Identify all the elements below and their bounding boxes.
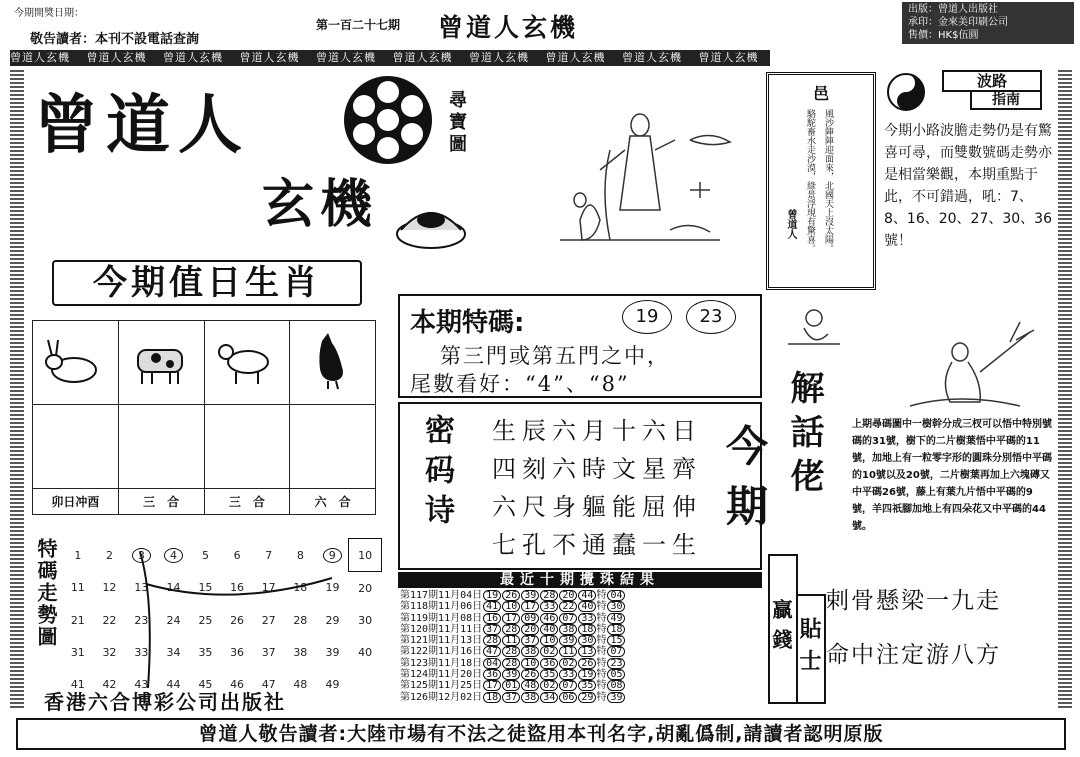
right-border-strip — [1058, 68, 1072, 708]
secret-poem-line: 生辰六月十六日 — [492, 417, 702, 445]
riddle-text: 上期尋碼圖中一樹幹分成三杈可以悟中特別號碼的31號，樹下的二片樹葉悟中平碼的11號，加地上有一粒零字形的圓珠分別悟中平碼的10號以及20號，二片樹葉再加上六塊磚又中平碼26號，藤上有葉九片悟中平碼的9號，羊四祇腳加地上有四朵花又中平碼的44號。 — [852, 419, 1052, 532]
wave-guide — [880, 68, 1056, 290]
secret-poem-line: 七孔不通蠢一生 — [492, 531, 702, 559]
zodiac-relation: 卯日冲酉 — [33, 489, 119, 515]
banner-text: 曾道人玄機 — [10, 51, 70, 64]
banner-text: 曾道人玄機 — [622, 51, 682, 64]
trend-cell: 36 — [230, 645, 245, 659]
trend-cell-circled: 4 — [157, 539, 189, 572]
poem-signature: 曾道人 — [785, 209, 796, 239]
results-list — [400, 590, 762, 703]
publisher-footer: 香港六合博彩公司出版社 — [44, 690, 286, 714]
poem-line: 駱駝畜水走沙漠，綠景浮現有驚喜。 — [805, 109, 815, 253]
riddle-label: 解話佬 — [784, 370, 824, 502]
trend-cell: 10 — [349, 539, 382, 572]
secret-poem-line: 六尺身軀能屈伸 — [492, 493, 702, 521]
sheep-icon — [212, 336, 282, 386]
banner-text: 曾道人玄機 — [469, 51, 529, 64]
banner-text: 曾道人玄機 — [163, 51, 223, 64]
special-line: 尾數看好：“4”、“8” — [410, 372, 630, 396]
child-illustration — [774, 298, 854, 358]
zodiac-relation: 三 合 — [118, 489, 204, 515]
secret-poem-lines — [492, 412, 702, 564]
trend-cell: 31 — [70, 645, 85, 659]
trend-label: 特碼走勢圖 — [34, 538, 58, 648]
trend-cell-circled: 9 — [316, 539, 349, 572]
trend-cell: 18 — [293, 581, 308, 595]
ox-icon — [126, 336, 196, 386]
trend-cell: 16 — [230, 581, 245, 595]
trend-cell: 20 — [358, 581, 373, 595]
sage-figure-illustration — [460, 70, 760, 290]
trend-cell: 39 — [325, 645, 340, 659]
draw-date-notice: 今期開獎日期： — [14, 8, 84, 19]
coin-flower-icon — [340, 72, 436, 168]
trend-cell-circled: 3 — [125, 539, 157, 572]
trend-cell: 25 — [198, 613, 213, 627]
special-number: 23 — [686, 300, 736, 334]
zodiac-table — [32, 320, 376, 515]
left-border-strip — [10, 68, 24, 708]
zodiac-empty-cell — [118, 405, 204, 489]
tips-line: 命中注定游八方 — [826, 642, 1001, 668]
draw-row: 第126期12月02日 18 37 38 34 06 29 特 39 — [400, 692, 762, 703]
trend-cell: 14 — [166, 581, 181, 595]
zodiac-empty-cell — [290, 405, 376, 489]
trend-cell: 15 — [198, 581, 213, 595]
trend-cell: 45 — [198, 677, 213, 691]
zodiac-cell — [204, 321, 290, 405]
trend-curve — [62, 538, 382, 688]
trend-cell: 42 — [102, 677, 117, 691]
trend-cell: 8 — [296, 548, 304, 562]
poem-head: 邑 — [813, 84, 830, 103]
draw-row: 第125期11月25日 17 01 48 02 07 35 特 08 — [400, 680, 762, 691]
warning-footer: 曾道人敬告讀者:大陸市場有不法之徒盜用本刊名字,胡亂僞制,請讀者認明原版 — [16, 718, 1066, 750]
trend-cell: 17 — [261, 581, 276, 595]
banner-text: 曾道人玄機 — [545, 51, 606, 64]
banner-text: 曾道人玄機 — [86, 51, 147, 64]
draw-row: 第124期11月20日 36 39 26 35 33 19 特 05 — [400, 669, 762, 680]
poem-box — [766, 72, 876, 290]
secret-poem-line: 四刻六時文星齊 — [492, 455, 702, 483]
trend-cell: 13 — [134, 581, 149, 595]
tips-left-label: 贏錢 — [768, 554, 798, 704]
trend-cell: 22 — [102, 613, 117, 627]
results-title: 最近十期攪珠結果 — [398, 572, 762, 588]
trend-cell: 30 — [358, 613, 373, 627]
trend-cell: 44 — [166, 677, 181, 691]
zodiac-title: 今期值日生肖 — [52, 260, 362, 306]
trend-cell: 49 — [325, 677, 340, 691]
poem-line: 風沙陣陣迎面來，北國天上沒太陽。 — [823, 109, 833, 253]
issue-number: 第一百二十七期 — [316, 18, 401, 32]
banner-text: 曾道人玄機 — [239, 51, 300, 64]
draw-row: 第120期11月11日 37 28 20 40 38 18 特 18 — [400, 624, 762, 635]
draw-row: 第122期11月16日 47 28 38 02 11 13 特 07 — [400, 646, 762, 657]
tips-section — [766, 554, 1056, 714]
draw-row: 第117期11月04日 19 26 39 28 20 44 特 04 — [400, 590, 762, 601]
trend-cell: 24 — [166, 613, 181, 627]
zodiac-relation: 三 合 — [204, 489, 290, 515]
tips-right-label: 貼士 — [796, 594, 826, 704]
logo-subtitle: 玄機 — [262, 175, 379, 235]
banner-strip — [10, 50, 770, 66]
page-title: 曾道人玄機 — [438, 13, 579, 42]
trend-cell: 11 — [70, 581, 85, 595]
secret-poem-box — [398, 402, 769, 570]
special-line: 第三門或第五門之中， — [440, 344, 670, 368]
fisherman-illustration — [870, 312, 1056, 422]
secret-poem-side-label: 今期 — [720, 424, 769, 544]
trend-cell: 2 — [105, 548, 113, 562]
wave-guide-text: 今期小路波膽走勢仍是有驚喜可尋，而雙數號碼走勢亦是相當樂觀，本期重點于此，不可錯過，吼：7、8、16、20、27、30、36號！ — [884, 123, 1052, 249]
trend-cell: 41 — [70, 677, 85, 691]
trend-cell: 21 — [70, 613, 85, 627]
trend-cell: 40 — [358, 645, 373, 659]
special-number: 19 — [622, 300, 672, 334]
secret-poem-label: 密码诗 — [419, 414, 454, 534]
trend-cell: 12 — [102, 581, 117, 595]
trend-cell: 48 — [293, 677, 308, 691]
gold-ingot-icon — [393, 190, 468, 252]
treasure-picture — [460, 70, 760, 290]
draw-row: 第121期11月13日 28 11 37 10 39 30 特 15 — [400, 635, 762, 646]
printer-line: 承印：金來美印刷公司 — [908, 17, 1008, 28]
rabbit-icon — [40, 336, 110, 386]
wave-guide-subtitle: 指南 — [970, 90, 1042, 110]
special-title: 本期特碼: — [410, 308, 525, 338]
trend-cell: 46 — [230, 677, 245, 691]
publisher-box — [902, 2, 1074, 44]
trend-cell: 6 — [233, 548, 241, 562]
trend-cell: 32 — [102, 645, 117, 659]
header-bar — [0, 0, 1080, 48]
trend-cell: 33 — [134, 645, 149, 659]
zodiac-empty-cell — [33, 405, 119, 489]
logo-title: 曾道人 — [34, 89, 250, 163]
trend-cell: 1 — [74, 548, 82, 562]
banner-text: 曾道人玄機 — [392, 51, 453, 64]
trend-cell: 23 — [134, 613, 149, 627]
trend-cell: 27 — [261, 613, 276, 627]
draw-row: 第118期11月06日 41 10 17 33 22 40 特 30 — [400, 601, 762, 612]
trend-cell: 7 — [265, 548, 273, 562]
zodiac-section — [24, 258, 386, 520]
logo-area — [28, 70, 467, 255]
trend-cell: 28 — [293, 613, 308, 627]
zodiac-cell — [118, 321, 204, 405]
wave-guide-title: 波路 — [942, 70, 1042, 92]
trend-cell: 35 — [198, 645, 213, 659]
trend-cell: 26 — [230, 613, 245, 627]
tips-line: 剌骨懸梁一九走 — [826, 588, 1001, 614]
zodiac-cell — [33, 321, 119, 405]
banner-text: 曾道人玄機 — [698, 51, 759, 64]
price-line: 售價：HK$伍圓 — [908, 30, 979, 41]
trend-cell: 5 — [201, 548, 209, 562]
trend-cell: 29 — [325, 613, 340, 627]
trend-section — [28, 534, 382, 691]
trend-cell: 43 — [134, 677, 149, 691]
publisher-line: 出版：曾道人出版社 — [908, 4, 998, 15]
trend-cell: 34 — [166, 645, 181, 659]
treasure-map-label: 尋寶圖 — [446, 90, 467, 156]
yin-yang-icon — [886, 72, 926, 112]
phone-notice: 敬告讀者：本刊不設電話查詢 — [30, 32, 200, 47]
draw-row: 第123期11月18日 04 28 10 36 02 26 特 23 — [400, 658, 762, 669]
banner-text: 曾道人玄機 — [316, 51, 376, 64]
zodiac-empty-cell — [204, 405, 290, 489]
special-number-box — [398, 294, 762, 398]
trend-cell: 47 — [261, 677, 276, 691]
zodiac-cell — [290, 321, 376, 405]
zodiac-relation: 六 合 — [290, 489, 376, 515]
trend-cell: 19 — [325, 581, 340, 595]
rooster-icon — [298, 331, 368, 391]
riddle-section — [766, 294, 1056, 552]
draw-row: 第119期11月08日 16 17 09 46 07 33 特 49 — [400, 613, 762, 624]
trend-cell: 38 — [293, 645, 308, 659]
results-section — [398, 572, 762, 720]
trend-cell: 37 — [261, 645, 276, 659]
